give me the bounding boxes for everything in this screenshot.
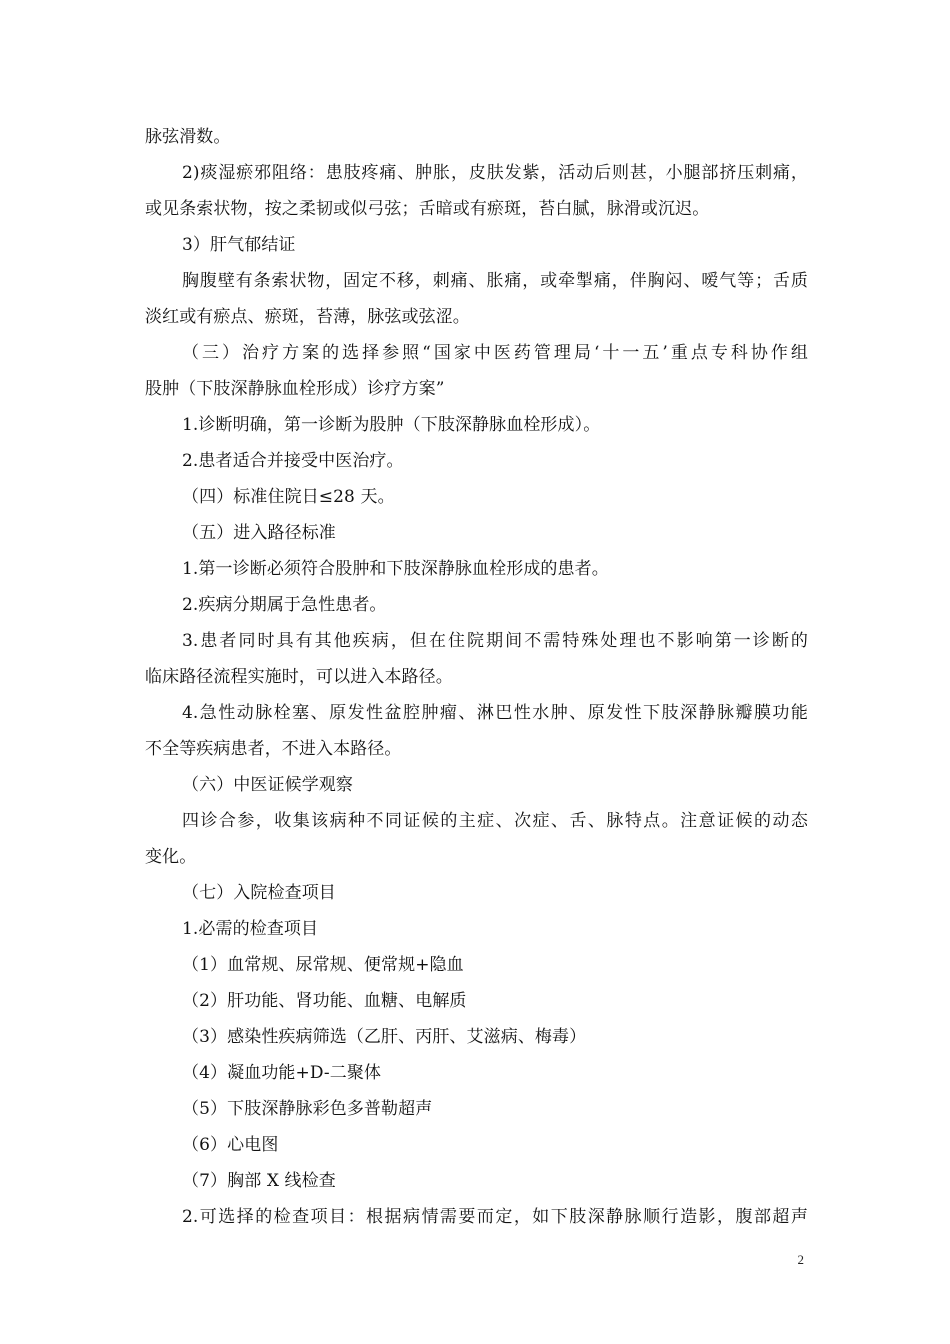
section-heading: （三）治疗方案的选择参照“国家中医药管理局‘十一五’重点专科协作组 [182, 343, 808, 363]
text-line: 2)痰湿瘀邪阻络：患肢疼痛、肿胀，皮肤发紫，活动后则甚，小腿部挤压刺痛， [182, 163, 808, 183]
text-line: 1.诊断明确，第一诊断为股肿（下肢深静脉血栓形成）。 [182, 415, 601, 435]
text-line: 2.患者适合并接受中医治疗。 [182, 451, 404, 471]
page-number: 2 [797, 1252, 804, 1267]
section-heading: 3）肝气郁结证 [182, 235, 296, 255]
text-line: 3.患者同时具有其他疾病，但在住院期间不需特殊处理也不影响第一诊断的 [182, 631, 808, 651]
text-line: 临床路径流程实施时，可以进入本路径。 [145, 667, 453, 687]
list-item: （7）胸部 X 线检查 [182, 1171, 336, 1191]
section-heading: （七）入院检查项目 [182, 883, 336, 903]
text-line: 或见条索状物，按之柔韧或似弓弦；舌暗或有瘀斑，苔白腻，脉滑或沉迟。 [145, 199, 710, 219]
list-item: （1）血常规、尿常规、便常规+隐血 [182, 955, 464, 975]
text-line: 四诊合参，收集该病种不同证候的主症、次症、舌、脉特点。注意证候的动态 [182, 811, 808, 831]
list-item: （2）肝功能、肾功能、血糖、电解质 [182, 991, 467, 1011]
text-line: 淡红或有瘀点、瘀斑，苔薄，脉弦或弦涩。 [145, 307, 470, 327]
section-heading: （四）标准住院日≤28 天。 [182, 487, 395, 507]
text-line: 不全等疾病患者，不进入本路径。 [145, 739, 402, 759]
text-line: 脉弦滑数。 [145, 127, 231, 147]
section-heading: （五）进入路径标准 [182, 523, 336, 543]
text-line: 2.可选择的检查项目：根据病情需要而定，如下肢深静脉顺行造影，腹部超声 [182, 1207, 808, 1227]
document-body [145, 119, 808, 1235]
text-line: 1.必需的检查项目 [182, 919, 319, 939]
text-line: 股肿（下肢深静脉血栓形成）诊疗方案” [145, 379, 445, 399]
text-line: 胸腹壁有条索状物，固定不移，刺痛、胀痛，或牵掣痛，伴胸闷、嗳气等；舌质 [182, 271, 808, 291]
text-line: 4.急性动脉栓塞、原发性盆腔肿瘤、淋巴性水肿、原发性下肢深静脉瓣膜功能 [182, 703, 808, 723]
text-line: 1.第一诊断必须符合股肿和下肢深静脉血栓形成的患者。 [182, 559, 609, 579]
list-item: （4）凝血功能+D-二聚体 [182, 1063, 382, 1083]
list-item: （3）感染性疾病筛选（乙肝、丙肝、艾滋病、梅毒） [182, 1027, 587, 1047]
list-item: （6）心电图 [182, 1135, 279, 1155]
list-item: （5）下肢深静脉彩色多普勒超声 [182, 1099, 433, 1119]
section-heading: （六）中医证候学观察 [182, 775, 353, 795]
text-line: 2.疾病分期属于急性患者。 [182, 595, 387, 615]
text-line: 变化。 [145, 847, 197, 867]
